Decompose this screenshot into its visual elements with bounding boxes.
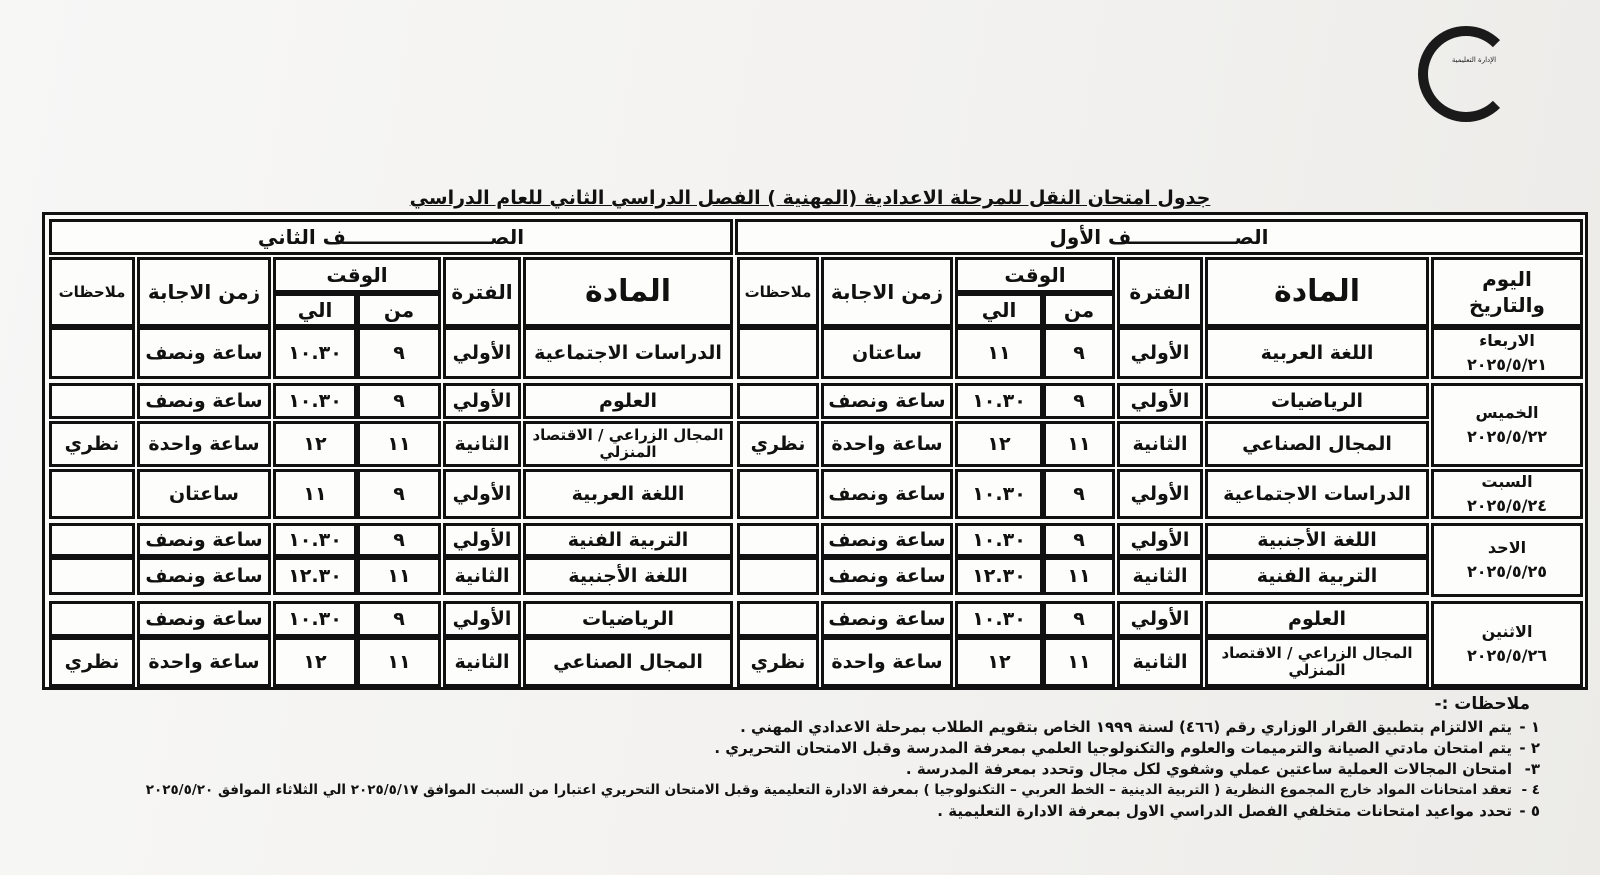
grade1-period-cell: الأولي xyxy=(1117,469,1203,519)
grade1-subject-cell: المجال الصناعي xyxy=(1205,421,1429,467)
grade2-subject-cell: الرياضيات xyxy=(523,601,733,637)
grade1-duration-cell: ساعة ونصف xyxy=(821,383,953,419)
note-item xyxy=(150,738,1540,759)
grade2-to-cell: ١١ xyxy=(273,469,357,519)
grade2-duration-header: زمن الاجابة xyxy=(137,257,271,327)
day-name: الاحد xyxy=(1487,538,1527,557)
grade1-from-cell: ٩ xyxy=(1043,523,1115,557)
day-name: السبت xyxy=(1481,472,1533,491)
note-number: ٤ - xyxy=(1521,782,1540,798)
grade2-from-cell: ١١ xyxy=(357,557,441,595)
grade2-note-cell: نظري xyxy=(49,637,135,687)
grade2-from-cell: ٩ xyxy=(357,327,441,379)
grade2-duration-cell: ساعتان xyxy=(137,469,271,519)
note-item xyxy=(150,717,1540,738)
grade1-period-cell: الأولي xyxy=(1117,601,1203,637)
grade2-duration-cell: ساعة ونصف xyxy=(137,601,271,637)
note-text: يتم الالتزام بتطبيق القرار الوزاري رقم (٤٦٦) لسنة ١٩٩٩ الخاص بتقويم الطلاب بمرحلة الاعدادي المهني . xyxy=(740,718,1512,736)
day-date: ٢٠٢٥/٥/٢٢ xyxy=(1466,427,1548,446)
grade1-note-cell xyxy=(737,383,819,419)
grade1-to-cell: ١٠.٣٠ xyxy=(955,469,1043,519)
grade2-header: الصـــــــــــــــــــــف الثاني xyxy=(49,219,733,255)
grade1-note-cell xyxy=(737,327,819,379)
grade1-duration-cell: ساعة واحدة xyxy=(821,637,953,687)
notes-section xyxy=(145,694,1540,822)
day-cell xyxy=(1431,327,1583,379)
grade1-from-cell: ٩ xyxy=(1043,469,1115,519)
notes-title: ملاحظات :- xyxy=(1434,694,1530,714)
grade1-subject-cell: الرياضيات xyxy=(1205,383,1429,419)
day-date: ٢٠٢٥/٥/٢٤ xyxy=(1466,496,1548,515)
grade1-period-cell: الثانية xyxy=(1117,557,1203,595)
grade2-period-cell: الثانية xyxy=(443,421,521,467)
note-number: ١ - xyxy=(1519,718,1540,736)
grade2-to-cell: ١٢ xyxy=(273,421,357,467)
note-text: امتحان المجالات العملية ساعتين عملي وشفوي لكل مجال وتحدد بمعرفة المدرسة . xyxy=(905,760,1512,778)
logo-ring-icon xyxy=(1418,26,1514,122)
note-item xyxy=(150,801,1540,822)
day-name: الاثنين xyxy=(1481,622,1533,641)
grade1-subject-header: المادة xyxy=(1205,257,1429,327)
day-date: ٢٠٢٥/٥/٢٥ xyxy=(1466,562,1548,581)
grade2-note-cell xyxy=(49,601,135,637)
grade1-to-cell: ١٢.٣٠ xyxy=(955,557,1043,595)
grade1-time-header: الوقت xyxy=(955,257,1115,293)
day-cell xyxy=(1431,469,1583,519)
grade2-subject-cell: المجال الصناعي xyxy=(523,637,733,687)
grade2-period-cell: الأولي xyxy=(443,327,521,379)
grade2-subject-header: المادة xyxy=(523,257,733,327)
grade2-from-cell: ٩ xyxy=(357,601,441,637)
exam-schedule-table xyxy=(42,212,1588,690)
grade2-duration-cell: ساعة ونصف xyxy=(137,383,271,419)
grade2-to-cell: ١٠.٣٠ xyxy=(273,383,357,419)
day-name: الاربعاء xyxy=(1479,331,1535,350)
grade1-note-cell xyxy=(737,557,819,595)
grade1-to-cell: ١٠.٣٠ xyxy=(955,601,1043,637)
grade2-to-cell: ١٠.٣٠ xyxy=(273,523,357,557)
grade2-from-cell: ١١ xyxy=(357,421,441,467)
grade1-from-cell: ١١ xyxy=(1043,421,1115,467)
note-number: ٢ - xyxy=(1519,739,1540,757)
grade2-duration-cell: ساعة ونصف xyxy=(137,523,271,557)
note-text: يتم امتحان مادتي الصيانة والترميمات والعلوم والتكنولوجيا العلمي بمعرفة المدرسة وقبل الامتحان التحريري . xyxy=(714,739,1512,757)
grade2-from-cell: ٩ xyxy=(357,383,441,419)
grade1-subject-cell: التربية الفنية xyxy=(1205,557,1429,595)
grade2-notes-header: ملاحظات xyxy=(49,257,135,327)
note-number: ٣- xyxy=(1524,760,1540,778)
grade2-to-cell: ١٢.٣٠ xyxy=(273,557,357,595)
grade2-period-cell: الأولي xyxy=(443,523,521,557)
grade2-period-header: الفترة xyxy=(443,257,521,327)
grade2-from-cell: ٩ xyxy=(357,469,441,519)
grade1-note-cell: نظري xyxy=(737,637,819,687)
grade1-subject-cell: اللغة الأجنبية xyxy=(1205,523,1429,557)
grade1-notes-header: ملاحظات xyxy=(737,257,819,327)
grade2-to-cell: ١٠.٣٠ xyxy=(273,601,357,637)
grade1-from-cell: ٩ xyxy=(1043,601,1115,637)
grade1-period-cell: الأولي xyxy=(1117,383,1203,419)
grade2-note-cell: نظري xyxy=(49,421,135,467)
grade1-from-cell: ١١ xyxy=(1043,557,1115,595)
grade1-subject-cell: اللغة العربية xyxy=(1205,327,1429,379)
day-cell xyxy=(1431,601,1583,687)
day-cell xyxy=(1431,523,1583,597)
grade1-from-header: من xyxy=(1043,293,1115,327)
note-item xyxy=(145,780,1540,801)
grade2-time-header: الوقت xyxy=(273,257,441,293)
logo-text: الإدارة التعليمية xyxy=(1451,56,1497,64)
grade1-header: الصـــــــــــــــف الأول xyxy=(735,219,1583,255)
grade1-subject-cell: المجال الزراعي / الاقتصاد المنزلي xyxy=(1205,637,1429,687)
grade1-from-cell: ٩ xyxy=(1043,327,1115,379)
grade2-period-cell: الثانية xyxy=(443,557,521,595)
grade2-note-cell xyxy=(49,327,135,379)
grade1-duration-cell: ساعة ونصف xyxy=(821,523,953,557)
grade1-period-header: الفترة xyxy=(1117,257,1203,327)
grade1-to-cell: ١٢ xyxy=(955,421,1043,467)
grade2-from-cell: ٩ xyxy=(357,523,441,557)
grade2-period-cell: الأولي xyxy=(443,383,521,419)
grade2-subject-cell: اللغة العربية xyxy=(523,469,733,519)
grade1-duration-cell: ساعة ونصف xyxy=(821,601,953,637)
grade1-to-cell: ١٢ xyxy=(955,637,1043,687)
grade1-subject-cell: العلوم xyxy=(1205,601,1429,637)
grade2-duration-cell: ساعة واحدة xyxy=(137,637,271,687)
note-item xyxy=(150,759,1540,780)
note-text: تحدد مواعيد امتحانات متخلفي الفصل الدراسي الاول بمعرفة الادارة التعليمية . xyxy=(937,802,1512,820)
grade2-subject-cell: اللغة الأجنبية xyxy=(523,557,733,595)
grade1-period-cell: الثانية xyxy=(1117,637,1203,687)
document-title: جدول امتحان النقل للمرحلة الاعدادية (المهنية ) الفصل الدراسي الثاني للعام الدراسي xyxy=(409,187,1211,209)
grade2-subject-cell: المجال الزراعي / الاقتصاد المنزلي xyxy=(523,421,733,467)
grade1-period-cell: الثانية xyxy=(1117,421,1203,467)
grade2-to-cell: ١٢ xyxy=(273,637,357,687)
day-date: ٢٠٢٥/٥/٢٦ xyxy=(1466,646,1548,665)
grade1-note-cell xyxy=(737,601,819,637)
grade2-subject-cell: الدراسات الاجتماعية xyxy=(523,327,733,379)
grade1-to-cell: ١٠.٣٠ xyxy=(955,523,1043,557)
grade2-subject-cell: التربية الفنية xyxy=(523,523,733,557)
grade1-to-cell: ١٠.٣٠ xyxy=(955,383,1043,419)
grade1-period-cell: الأولي xyxy=(1117,327,1203,379)
grade1-note-cell: نظري xyxy=(737,421,819,467)
grade1-duration-cell: ساعتان xyxy=(821,327,953,379)
grade2-from-cell: ١١ xyxy=(357,637,441,687)
grade1-duration-header: زمن الاجابة xyxy=(821,257,953,327)
ministry-logo xyxy=(1418,26,1526,116)
grade2-to-cell: ١٠.٣٠ xyxy=(273,327,357,379)
grade1-to-header: الي xyxy=(955,293,1043,327)
grade2-note-cell xyxy=(49,469,135,519)
grade2-note-cell xyxy=(49,557,135,595)
grade2-duration-cell: ساعة ونصف xyxy=(137,557,271,595)
grade2-period-cell: الأولي xyxy=(443,601,521,637)
grade1-note-cell xyxy=(737,469,819,519)
day-date-header: اليوم والتاريخ xyxy=(1431,257,1583,327)
grade1-duration-cell: ساعة ونصف xyxy=(821,469,953,519)
grade2-to-header: الي xyxy=(273,293,357,327)
day-name: الخميس xyxy=(1475,403,1539,422)
grade2-note-cell xyxy=(49,383,135,419)
grade1-duration-cell: ساعة ونصف xyxy=(821,557,953,595)
grade1-subject-cell: الدراسات الاجتماعية xyxy=(1205,469,1429,519)
grade1-period-cell: الأولي xyxy=(1117,523,1203,557)
grade2-note-cell xyxy=(49,523,135,557)
day-cell xyxy=(1431,383,1583,467)
grade2-subject-cell: العلوم xyxy=(523,383,733,419)
grade2-period-cell: الأولي xyxy=(443,469,521,519)
day-date: ٢٠٢٥/٥/٢١ xyxy=(1466,355,1548,374)
grade1-note-cell xyxy=(737,523,819,557)
grade2-duration-cell: ساعة ونصف xyxy=(137,327,271,379)
grade1-to-cell: ١١ xyxy=(955,327,1043,379)
grade2-period-cell: الثانية xyxy=(443,637,521,687)
grade2-duration-cell: ساعة واحدة xyxy=(137,421,271,467)
grade1-duration-cell: ساعة واحدة xyxy=(821,421,953,467)
grade1-from-cell: ١١ xyxy=(1043,637,1115,687)
grade2-from-header: من xyxy=(357,293,441,327)
note-text: تعقد امتحانات المواد خارج المجموع النظرية ( التربية الدينية – الخط العربي – التكنولوجيا ) بمعرفة الادارة التعليمية وقبل الامتحان التحريري اعتبارا من السبت الموافق ٢٠٢٥/٥/١٧ الي الثلاثاء الموافق ٢٠٢٥/٥/٢٠ xyxy=(145,782,1512,798)
grade1-from-cell: ٩ xyxy=(1043,383,1115,419)
note-number: ٥ - xyxy=(1519,802,1540,820)
